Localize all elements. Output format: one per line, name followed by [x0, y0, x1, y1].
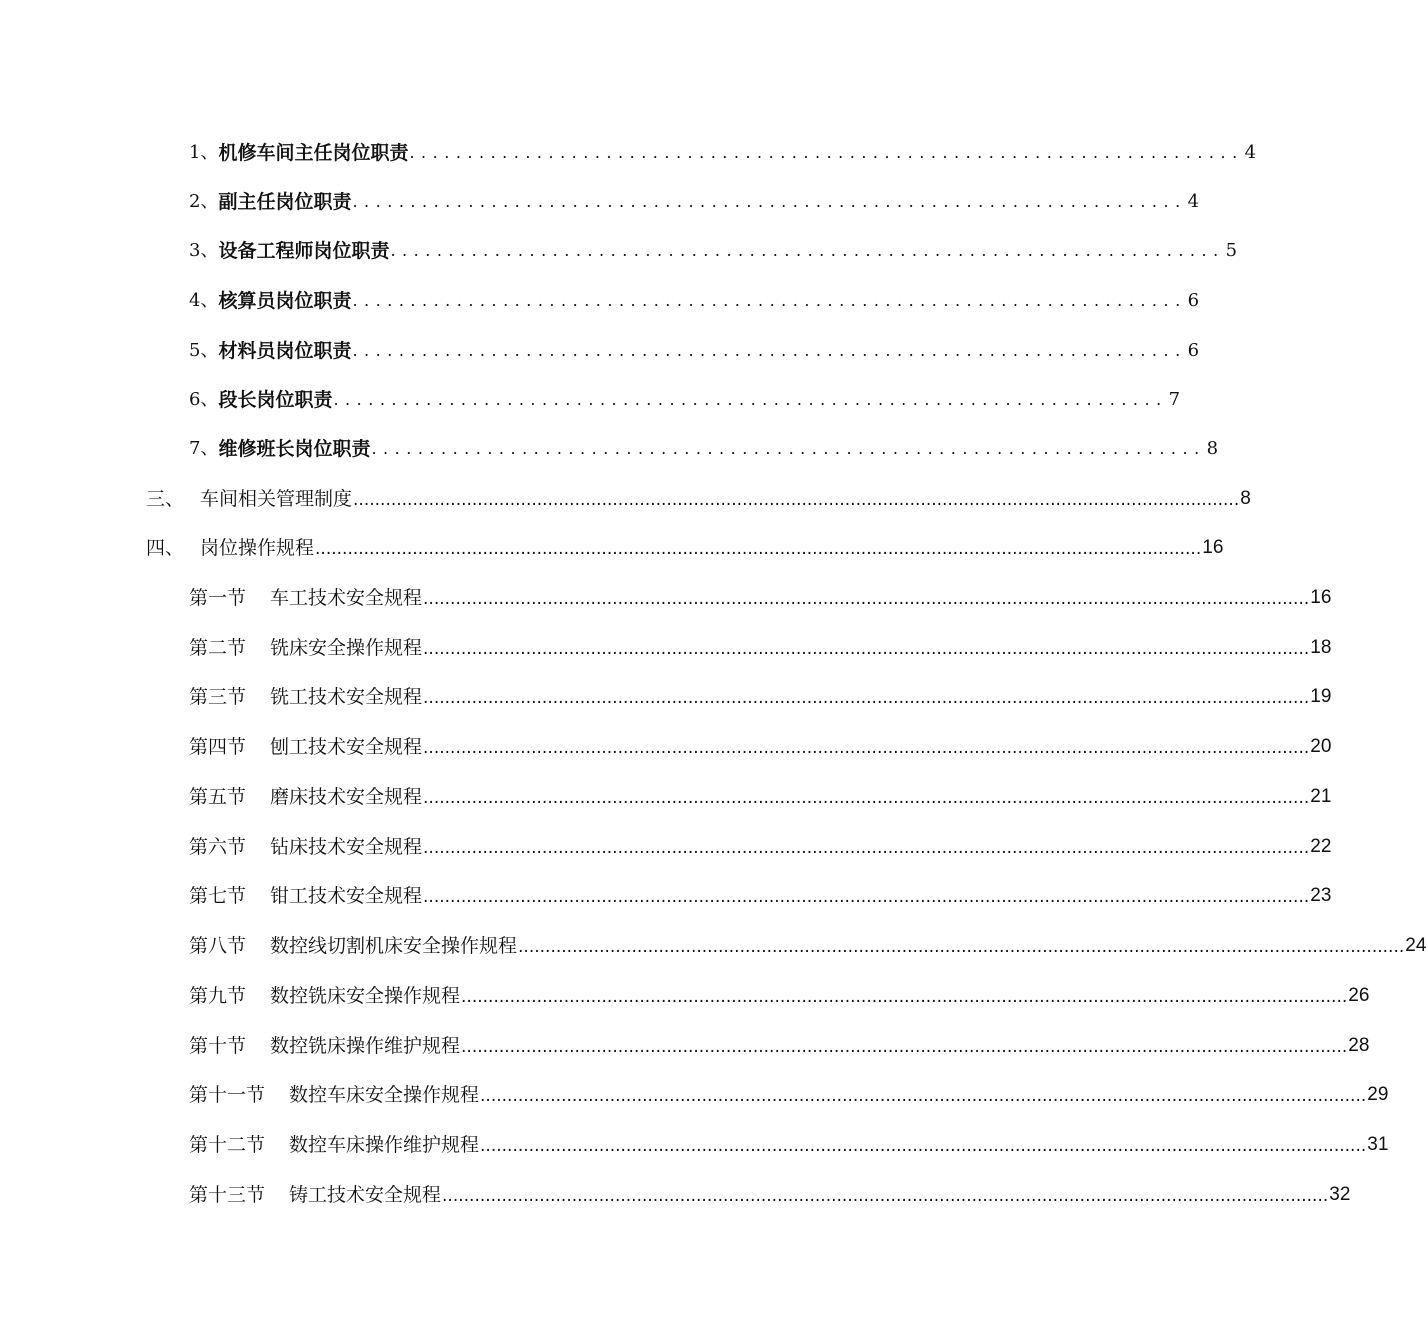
- section-title: 数控车床安全操作规程: [289, 1084, 480, 1106]
- dot-leader: ........................................................................: [333, 390, 1168, 409]
- dot-leader: ....................................................................................................................................................................: [423, 688, 1310, 708]
- toc-entry[interactable]: [189, 434, 1219, 464]
- chapter-number: 四、: [146, 537, 185, 559]
- chapter-number: 三、: [146, 488, 185, 510]
- toc-entry[interactable]: [189, 187, 1200, 217]
- toc-entry[interactable]: [189, 385, 1181, 415]
- dot-leader: ....................................................................................................................................................................: [423, 887, 1310, 907]
- entry-title: 材料员岗位职责: [218, 340, 352, 362]
- dot-leader: ........................................................................: [352, 341, 1187, 360]
- dot-leader: ....................................................................................................................................................................: [353, 490, 1240, 510]
- entry-number: 1、: [189, 142, 219, 163]
- chapter-page: 16: [1202, 537, 1224, 558]
- toc-chapter[interactable]: [146, 533, 1224, 563]
- toc-section[interactable]: [189, 832, 1332, 862]
- section-number: 第八节: [189, 935, 247, 957]
- section-page: 22: [1310, 836, 1332, 857]
- dot-leader: ........................................................................: [409, 143, 1244, 162]
- toc-section[interactable]: [189, 782, 1332, 812]
- toc-section[interactable]: [189, 633, 1332, 663]
- dot-leader: ....................................................................................................................................................................: [423, 639, 1310, 659]
- section-page: 28: [1348, 1035, 1370, 1056]
- section-title: 数控铣床操作维护规程: [270, 1035, 461, 1057]
- entry-title: 设备工程师岗位职责: [218, 240, 390, 262]
- section-number: 第十三节: [189, 1184, 266, 1206]
- entry-page: 5: [1225, 240, 1238, 261]
- section-number: 第二节: [189, 637, 247, 659]
- entry-title: 机修车间主任岗位职责: [218, 142, 409, 164]
- chapter-title: 岗位操作规程: [200, 537, 315, 559]
- entry-page: 4: [1244, 142, 1257, 163]
- section-number: 第五节: [189, 786, 247, 808]
- section-number: 第十一节: [189, 1084, 266, 1106]
- dot-leader: ........................................................................: [371, 439, 1206, 458]
- chapter-title: 车间相关管理制度: [200, 488, 353, 510]
- section-title: 数控车床操作维护规程: [289, 1134, 480, 1156]
- section-title: 刨工技术安全规程: [270, 736, 423, 758]
- entry-title: 段长岗位职责: [218, 389, 333, 411]
- section-number: 第七节: [189, 885, 247, 907]
- dot-leader: ....................................................................................................................................................................: [423, 589, 1310, 609]
- toc-section[interactable]: [189, 931, 1426, 961]
- toc-section[interactable]: [189, 981, 1370, 1011]
- dot-leader: ........................................................................: [390, 241, 1225, 260]
- entry-number: 6、: [189, 389, 219, 410]
- section-title: 铣工技术安全规程: [270, 686, 423, 708]
- toc-section[interactable]: [189, 1180, 1351, 1210]
- toc-section[interactable]: [189, 583, 1332, 613]
- dot-leader: ....................................................................................................................................................................: [442, 1186, 1329, 1206]
- dot-leader: ........................................................................: [352, 291, 1187, 310]
- section-page: 32: [1329, 1184, 1351, 1205]
- section-page: 16: [1310, 587, 1332, 608]
- section-page: 26: [1348, 985, 1370, 1006]
- section-page: 24: [1405, 935, 1426, 956]
- entry-title: 核算员岗位职责: [218, 290, 352, 312]
- entry-page: 4: [1187, 191, 1200, 212]
- section-title: 磨床技术安全规程: [270, 786, 423, 808]
- section-number: 第十节: [189, 1035, 247, 1057]
- section-title: 钳工技术安全规程: [270, 885, 423, 907]
- chapter-page: 8: [1240, 488, 1251, 509]
- entry-title: 维修班长岗位职责: [218, 438, 371, 460]
- section-title: 车工技术安全规程: [270, 587, 423, 609]
- toc-entry[interactable]: [189, 236, 1238, 266]
- section-title: 数控铣床安全操作规程: [270, 985, 461, 1007]
- entry-number: 4、: [189, 290, 219, 311]
- section-number: 第三节: [189, 686, 247, 708]
- section-number: 第九节: [189, 985, 247, 1007]
- entry-page: 6: [1187, 290, 1200, 311]
- section-page: 31: [1367, 1134, 1389, 1155]
- dot-leader: ....................................................................................................................................................................: [480, 1136, 1367, 1156]
- dot-leader: ....................................................................................................................................................................: [423, 838, 1310, 858]
- entry-page: 6: [1187, 340, 1200, 361]
- section-page: 21: [1310, 786, 1332, 807]
- section-number: 第一节: [189, 587, 247, 609]
- entry-page: 8: [1206, 438, 1219, 459]
- toc-entry[interactable]: [189, 138, 1257, 168]
- section-title: 钻床技术安全规程: [270, 836, 423, 858]
- section-number: 第四节: [189, 736, 247, 758]
- section-number: 第六节: [189, 836, 247, 858]
- entry-page: 7: [1168, 389, 1181, 410]
- entry-number: 3、: [189, 240, 219, 261]
- dot-leader: ....................................................................................................................................................................: [480, 1086, 1367, 1106]
- dot-leader: ....................................................................................................................................................................: [423, 738, 1310, 758]
- dot-leader: ....................................................................................................................................................................: [461, 1037, 1348, 1057]
- section-page: 23: [1310, 885, 1332, 906]
- section-title: 铣床安全操作规程: [270, 637, 423, 659]
- section-title: 铸工技术安全规程: [289, 1184, 442, 1206]
- section-page: 29: [1367, 1084, 1389, 1105]
- section-page: 18: [1310, 637, 1332, 658]
- dot-leader: ....................................................................................................................................................................: [461, 987, 1348, 1007]
- toc-entry[interactable]: [189, 336, 1200, 366]
- dot-leader: ....................................................................................................................................................................: [423, 788, 1310, 808]
- section-title: 数控线切割机床安全操作规程: [270, 935, 518, 957]
- entry-number: 2、: [189, 191, 219, 212]
- toc-entry[interactable]: [189, 286, 1200, 316]
- entry-number: 5、: [189, 340, 219, 361]
- toc-section[interactable]: [189, 1130, 1389, 1160]
- dot-leader: ....................................................................................................................................................................: [315, 539, 1202, 559]
- section-page: 19: [1310, 686, 1332, 707]
- toc-section[interactable]: [189, 1031, 1370, 1061]
- toc-section[interactable]: [189, 732, 1332, 762]
- dot-leader: ........................................................................: [352, 192, 1187, 211]
- toc-section[interactable]: [189, 1080, 1389, 1110]
- toc-section[interactable]: [189, 682, 1332, 712]
- toc-chapter[interactable]: [146, 484, 1251, 514]
- dot-leader: ....................................................................................................................................................................: [518, 937, 1405, 957]
- entry-title: 副主任岗位职责: [218, 191, 352, 213]
- toc-section[interactable]: [189, 881, 1332, 911]
- section-page: 20: [1310, 736, 1332, 757]
- section-number: 第十二节: [189, 1134, 266, 1156]
- entry-number: 7、: [189, 438, 219, 459]
